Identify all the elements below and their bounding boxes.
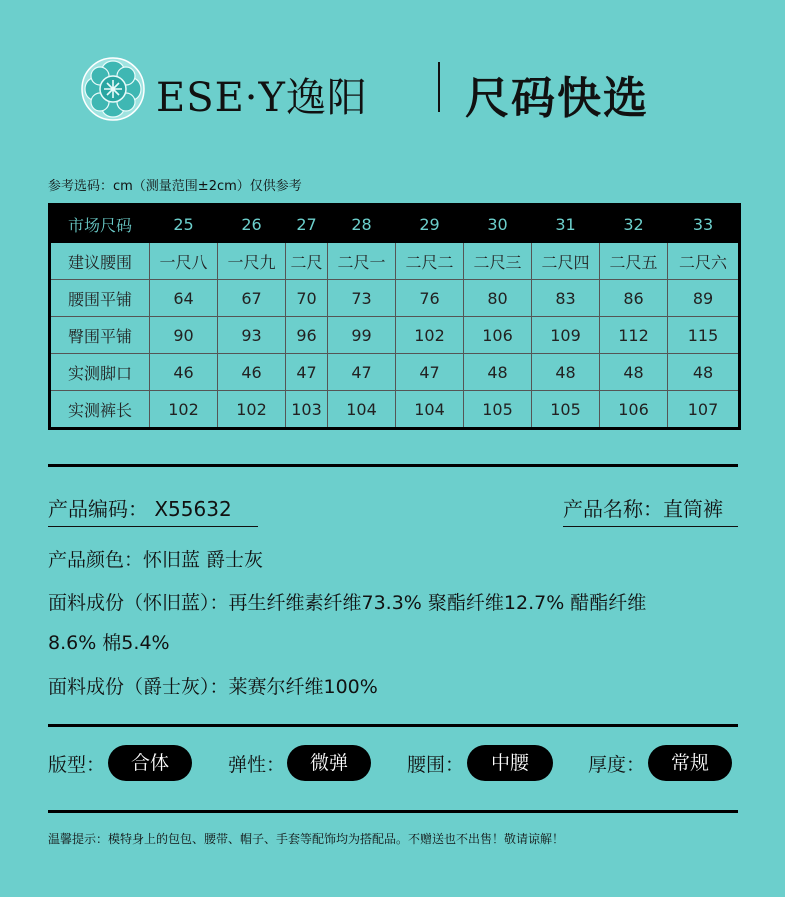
- size-table-cell: 102: [150, 391, 218, 429]
- size-table-row: [50, 391, 740, 429]
- section-divider: [48, 810, 738, 813]
- fit-label: 版型：: [48, 754, 106, 776]
- size-table-cell: 76: [396, 280, 464, 317]
- size-table-row-label: 腰围平铺: [50, 280, 150, 317]
- size-table-cell: 二尺五: [600, 243, 668, 280]
- camellia-flower-emblem-icon: [80, 56, 146, 122]
- product-code-underline: [48, 526, 258, 527]
- brand-name: ESE·Y逸阳: [156, 75, 368, 121]
- size-table-row: [50, 354, 740, 391]
- size-table-cell: 106: [600, 391, 668, 429]
- size-table-cell: 104: [396, 391, 464, 429]
- fabric-gray: 面料成份（爵士灰）：莱赛尔纤维100%: [48, 676, 378, 698]
- size-table-cell: 80: [464, 280, 532, 317]
- fabric-blue-line1: 面料成份（怀旧蓝）：再生纤维素纤维73.3% 聚酯纤维12.7% 醋酯纤维: [48, 592, 647, 614]
- header-divider: [438, 62, 440, 112]
- section-divider: [48, 464, 738, 467]
- size-table-row-label: 建议腰围: [50, 243, 150, 280]
- thickness-value-badge: 常规: [648, 745, 732, 781]
- size-table-cell: 115: [668, 317, 740, 354]
- waist-label: 腰围：: [407, 754, 465, 776]
- size-table-cell: 二尺六: [668, 243, 740, 280]
- size-table-cell: 73: [328, 280, 396, 317]
- product-name: 产品名称：直筒裤: [563, 497, 723, 521]
- size-table-header-row: [50, 205, 740, 243]
- size-table-cell: 48: [668, 354, 740, 391]
- size-table-row-label: 实测裤长: [50, 391, 150, 429]
- fabric-blue-line2: 8.6% 棉5.4%: [48, 632, 170, 654]
- size-table-cell: 105: [532, 391, 600, 429]
- size-table-cell: 二尺: [286, 243, 328, 280]
- size-table-cell: 103: [286, 391, 328, 429]
- size-table-cell: 89: [668, 280, 740, 317]
- size-table-cell: 109: [532, 317, 600, 354]
- size-table-cell: 28: [328, 205, 396, 243]
- size-table-cell: 107: [668, 391, 740, 429]
- size-table-cell: 26: [218, 205, 286, 243]
- size-table-cell: 90: [150, 317, 218, 354]
- size-table-cell: 二尺三: [464, 243, 532, 280]
- size-table-cell: 105: [464, 391, 532, 429]
- size-table-cell: 二尺二: [396, 243, 464, 280]
- warm-tip: 温馨提示：模特身上的包包、腰带、帽子、手套等配饰均为搭配品。不赠送也不出售！敬请谅解！: [48, 832, 565, 846]
- size-table-cell: 二尺一: [328, 243, 396, 280]
- size-table-row-label: 臀围平铺: [50, 317, 150, 354]
- size-table-cell: 83: [532, 280, 600, 317]
- stretch-label: 弹性：: [228, 754, 286, 776]
- product-colors: 产品颜色：怀旧蓝 爵士灰: [48, 549, 264, 571]
- size-table-row: [50, 243, 740, 280]
- waist-value-badge: 中腰: [467, 745, 553, 781]
- size-table-cell: 47: [286, 354, 328, 391]
- size-table-cell: 二尺四: [532, 243, 600, 280]
- size-table-cell: 106: [464, 317, 532, 354]
- size-table-cell: 67: [218, 280, 286, 317]
- size-table-cell: 29: [396, 205, 464, 243]
- header: [0, 52, 785, 134]
- size-table-cell: 112: [600, 317, 668, 354]
- size-table-cell: 102: [218, 391, 286, 429]
- page-title: 尺码快选: [465, 73, 649, 124]
- size-table-row-label: 实测脚口: [50, 354, 150, 391]
- size-table-cell: 96: [286, 317, 328, 354]
- size-table-row: [50, 317, 740, 354]
- size-table-cell: 86: [600, 280, 668, 317]
- stretch-value-badge: 微弹: [287, 745, 371, 781]
- size-table-cell: 48: [464, 354, 532, 391]
- size-table-row-label: 市场尺码: [50, 205, 150, 243]
- size-table-cell: 48: [600, 354, 668, 391]
- size-table-cell: 27: [286, 205, 328, 243]
- size-table-cell: 70: [286, 280, 328, 317]
- fit-value-badge: 合体: [108, 745, 192, 781]
- size-table-cell: 104: [328, 391, 396, 429]
- thickness-label: 厚度：: [588, 754, 646, 776]
- size-table-cell: 32: [600, 205, 668, 243]
- reference-note: 参考选码：cm（测量范围±2cm）仅供参考: [48, 179, 302, 194]
- size-table-cell: 47: [328, 354, 396, 391]
- size-table-cell: 46: [218, 354, 286, 391]
- size-table-cell: 33: [668, 205, 740, 243]
- size-table-cell: 93: [218, 317, 286, 354]
- size-table-cell: 31: [532, 205, 600, 243]
- size-table-row: [50, 280, 740, 317]
- product-name-underline: [563, 526, 738, 527]
- size-table-cell: 102: [396, 317, 464, 354]
- section-divider: [48, 724, 738, 727]
- size-table-cell: 一尺八: [150, 243, 218, 280]
- size-table-cell: 一尺九: [218, 243, 286, 280]
- size-table-cell: 48: [532, 354, 600, 391]
- size-table-cell: 99: [328, 317, 396, 354]
- product-code: 产品编码： X55632: [48, 497, 232, 521]
- size-table-cell: 30: [464, 205, 532, 243]
- size-table-cell: 46: [150, 354, 218, 391]
- size-table-cell: 64: [150, 280, 218, 317]
- size-table-cell: 25: [150, 205, 218, 243]
- size-table-cell: 47: [396, 354, 464, 391]
- size-table: [48, 203, 741, 430]
